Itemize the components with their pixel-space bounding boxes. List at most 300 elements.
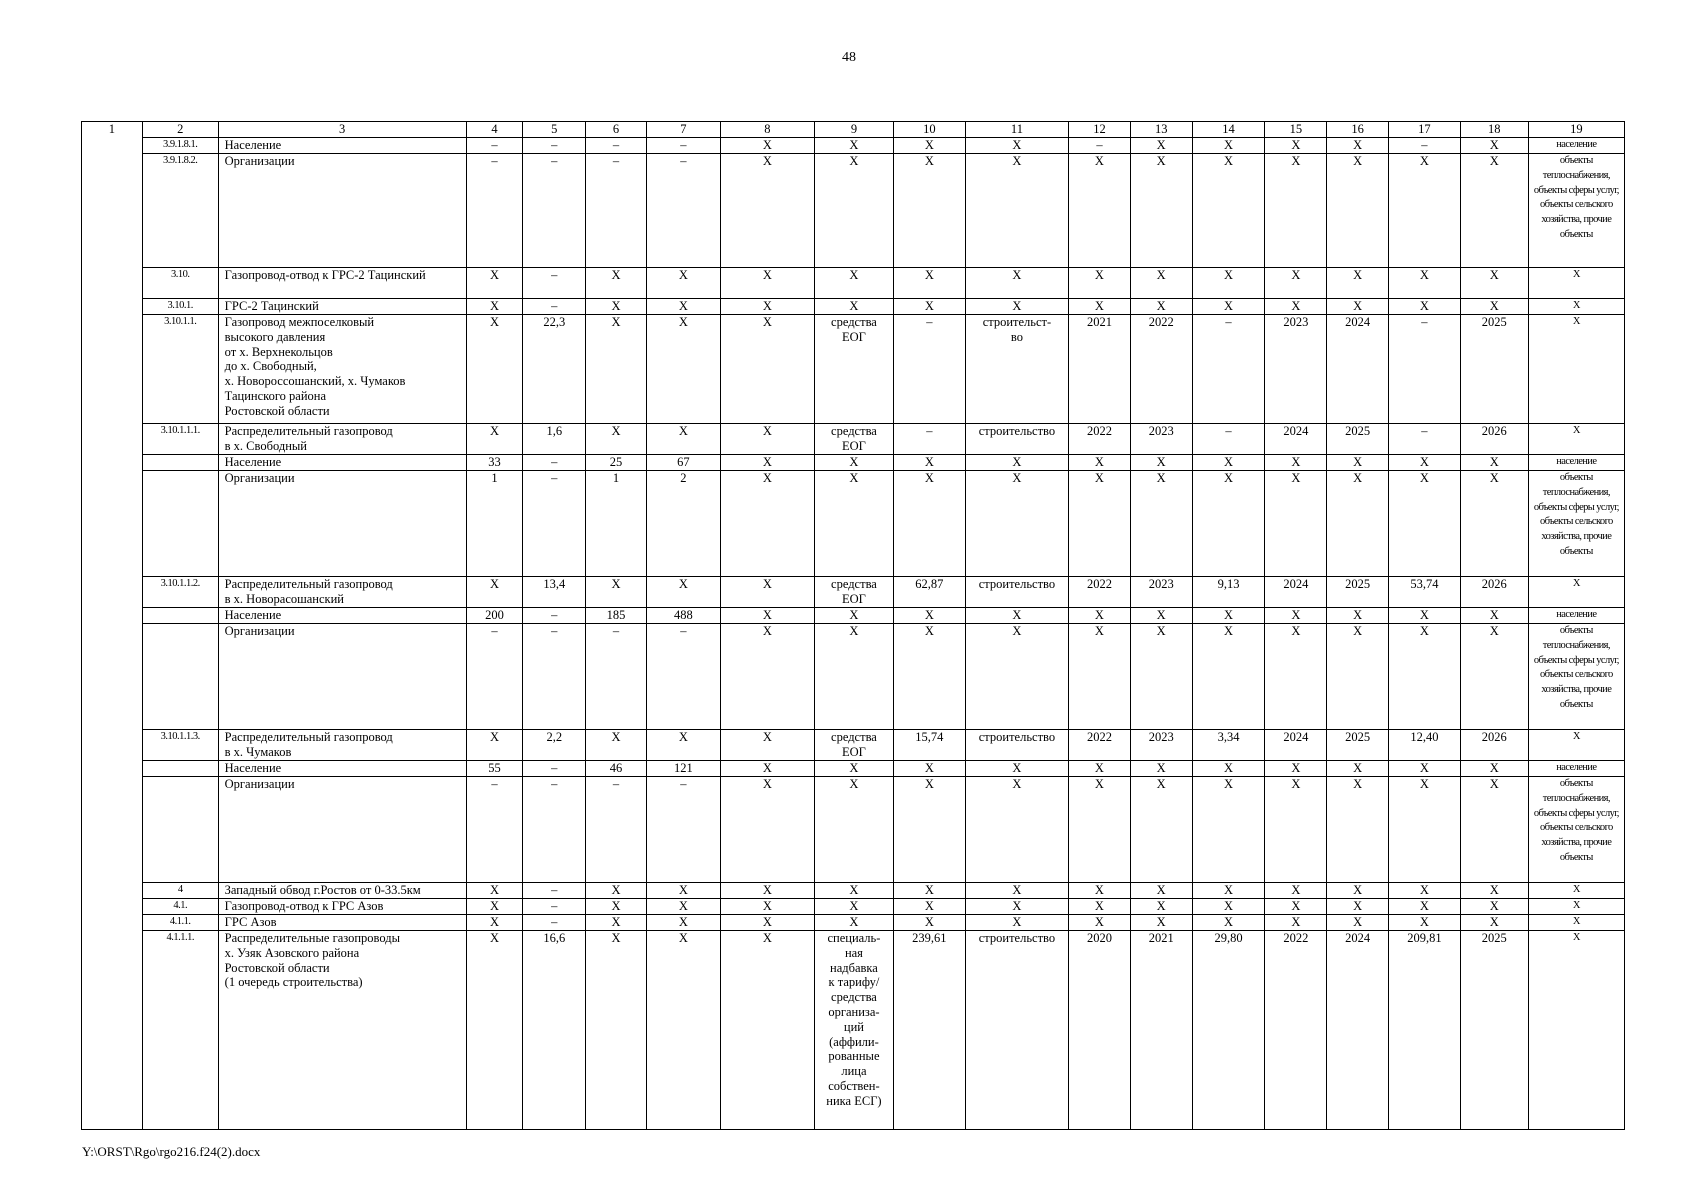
header-cell: 7 (646, 122, 720, 138)
table-cell (82, 915, 143, 931)
table-cell: 2020 (1069, 931, 1131, 1130)
table-cell: X (1327, 777, 1389, 883)
table-cell: X (814, 138, 893, 154)
table-cell: X (586, 730, 647, 761)
table-cell: X (466, 268, 523, 299)
table-cell: X (586, 315, 647, 424)
header-cell: 13 (1130, 122, 1192, 138)
table-cell: X (720, 299, 814, 315)
table-row (82, 455, 1625, 471)
header-cell: 4 (466, 122, 523, 138)
table-cell: X (1069, 899, 1131, 915)
table-cell: X (1388, 471, 1460, 577)
table-cell: X (1460, 915, 1528, 931)
item-name: Газопровод межпоселковый высокого давления от х. Верхнекольцов до х. Свободный, х. Новороссошанский, х. Чумаков Тацинского района Ростовской области (218, 315, 466, 424)
table-cell: 25 (586, 455, 647, 471)
table-cell: X (814, 777, 893, 883)
table-cell: X (720, 608, 814, 624)
header-cell: 2 (142, 122, 218, 138)
table-cell: 62,87 (893, 577, 965, 608)
item-code (142, 455, 218, 471)
table-row (82, 268, 1625, 299)
header-cell: 14 (1192, 122, 1265, 138)
table-cell: 2026 (1460, 730, 1528, 761)
table-cell: X (466, 883, 523, 899)
table-cell: X (1192, 471, 1265, 577)
table-cell: X (1069, 915, 1131, 931)
table-cell: объекты теплоснабжения, объекты сферы услуг, объекты сельского хозяйства, прочие объекты (1528, 154, 1624, 268)
table-cell: X (720, 883, 814, 899)
table-cell: 209,81 (1388, 931, 1460, 1130)
table-cell: 2022 (1069, 730, 1131, 761)
table-cell: 2021 (1130, 931, 1192, 1130)
header-cell: 19 (1528, 122, 1624, 138)
table-cell: X (586, 931, 647, 1130)
table-cell (82, 455, 143, 471)
table-cell: X (1192, 915, 1265, 931)
table-cell: X (1265, 138, 1327, 154)
table-cell: X (893, 268, 965, 299)
table-cell: строительство (965, 730, 1068, 761)
table-cell: X (1069, 624, 1131, 730)
table-cell: – (646, 777, 720, 883)
table-cell: X (646, 315, 720, 424)
table-row (82, 730, 1625, 761)
table-cell: X (646, 299, 720, 315)
table-cell: – (523, 471, 586, 577)
table-cell: X (1388, 154, 1460, 268)
table-cell: X (1327, 299, 1389, 315)
table-cell: X (466, 299, 523, 315)
table-cell: X (1528, 424, 1624, 455)
table-cell: X (1265, 154, 1327, 268)
table-cell: объекты теплоснабжения, объекты сферы услуг, объекты сельского хозяйства, прочие объекты (1528, 624, 1624, 730)
item-name: ГРС-2 Тацинский (218, 299, 466, 315)
table-cell: X (466, 577, 523, 608)
table-cell: X (720, 471, 814, 577)
table-cell: 2025 (1327, 424, 1389, 455)
table-cell: X (814, 268, 893, 299)
table-cell: X (893, 471, 965, 577)
table-cell: 2022 (1265, 931, 1327, 1130)
table-cell: строительство (965, 931, 1068, 1130)
item-name: Распределительные газопроводы х. Узяк Азовского района Ростовской области (1 очередь строительства) (218, 931, 466, 1130)
item-name: ГРС Азов (218, 915, 466, 931)
item-name: Газопровод-отвод к ГРС Азов (218, 899, 466, 915)
table-cell: X (965, 455, 1068, 471)
table-cell: X (1327, 624, 1389, 730)
table-cell: средства ЕОГ (814, 577, 893, 608)
table-cell: 22,3 (523, 315, 586, 424)
table-cell: X (646, 730, 720, 761)
table-cell: – (523, 299, 586, 315)
item-code (142, 471, 218, 577)
table-cell: – (523, 883, 586, 899)
table-cell: – (466, 138, 523, 154)
table-cell: население (1528, 761, 1624, 777)
table-cell: – (1388, 138, 1460, 154)
table-cell: X (1192, 299, 1265, 315)
table-cell: X (1265, 883, 1327, 899)
table-cell: население (1528, 455, 1624, 471)
table-cell: 2,2 (523, 730, 586, 761)
table-row (82, 138, 1625, 154)
table-cell: X (1069, 154, 1131, 268)
table-cell: 2024 (1265, 577, 1327, 608)
table-cell: X (1528, 883, 1624, 899)
table-cell: 2026 (1460, 424, 1528, 455)
table-cell: X (1069, 299, 1131, 315)
item-name: Организации (218, 777, 466, 883)
table-cell: X (1528, 315, 1624, 424)
table-cell: 2024 (1265, 730, 1327, 761)
table-cell: специаль- ная надбавка к тарифу/ средства организа- ций (аффили- рованные лица собствен- ника ЕСГ) (814, 931, 893, 1130)
table-cell: X (586, 915, 647, 931)
table-cell: X (1460, 761, 1528, 777)
table-cell: 2022 (1130, 315, 1192, 424)
table-cell: – (586, 777, 647, 883)
table-cell: X (1528, 915, 1624, 931)
table-cell: X (1130, 777, 1192, 883)
table-cell (82, 608, 143, 624)
table-cell: – (523, 777, 586, 883)
table-cell: X (1388, 777, 1460, 883)
table-cell: – (523, 138, 586, 154)
table-cell: X (646, 899, 720, 915)
table-cell: X (1192, 624, 1265, 730)
table-cell: X (965, 899, 1068, 915)
header-cell: 15 (1265, 122, 1327, 138)
table-cell: – (523, 624, 586, 730)
table-cell: X (1130, 915, 1192, 931)
table-cell: 2 (646, 471, 720, 577)
table-row (82, 777, 1625, 883)
table-cell: X (893, 777, 965, 883)
table-cell: 2023 (1265, 315, 1327, 424)
table-cell: 488 (646, 608, 720, 624)
table-cell: X (1265, 761, 1327, 777)
table-cell: X (1192, 761, 1265, 777)
table-cell (82, 424, 143, 455)
table-cell: X (1130, 883, 1192, 899)
table-cell: – (1192, 315, 1265, 424)
table-cell: 2026 (1460, 577, 1528, 608)
table-cell: 46 (586, 761, 647, 777)
table-cell: X (1460, 471, 1528, 577)
table-cell: X (466, 424, 523, 455)
table-cell: – (1388, 315, 1460, 424)
table-cell: 53,74 (1388, 577, 1460, 608)
header-cell: 10 (893, 122, 965, 138)
table-cell: X (720, 730, 814, 761)
item-name: Распределительный газопровод в х. Чумаков (218, 730, 466, 761)
table-cell: – (523, 608, 586, 624)
table-cell: X (1265, 777, 1327, 883)
table-cell: 55 (466, 761, 523, 777)
table-cell: X (1265, 268, 1327, 299)
table-cell: X (1069, 608, 1131, 624)
item-code: 4.1.1.1. (142, 931, 218, 1130)
item-code: 3.9.1.8.2. (142, 154, 218, 268)
table-row (82, 899, 1625, 915)
table-cell: X (1327, 154, 1389, 268)
table-cell (82, 154, 143, 268)
item-name: Западный обвод г.Ростов от 0-33.5км (218, 883, 466, 899)
table-cell (82, 138, 143, 154)
table-cell: X (1265, 915, 1327, 931)
table-cell: X (1265, 624, 1327, 730)
table-cell: X (965, 268, 1068, 299)
table-cell: 2024 (1327, 931, 1389, 1130)
table-cell: 2022 (1069, 424, 1131, 455)
table-cell: X (893, 455, 965, 471)
table-cell: объекты теплоснабжения, объекты сферы услуг, объекты сельского хозяйства, прочие объекты (1528, 777, 1624, 883)
table-cell: строительст- во (965, 315, 1068, 424)
table-cell: X (1327, 915, 1389, 931)
table-row (82, 424, 1625, 455)
table-cell: X (1069, 471, 1131, 577)
item-code: 3.10. (142, 268, 218, 299)
table-cell: средства ЕОГ (814, 315, 893, 424)
table-cell: X (720, 761, 814, 777)
table-cell: 9,13 (1192, 577, 1265, 608)
table-cell: X (1265, 455, 1327, 471)
item-code: 3.10.1.1.3. (142, 730, 218, 761)
item-code: 3.10.1. (142, 299, 218, 315)
item-name: Распределительный газопровод в х. Новорасошанский (218, 577, 466, 608)
table-cell: X (814, 154, 893, 268)
item-code: 3.9.1.8.1. (142, 138, 218, 154)
table-cell: 2024 (1265, 424, 1327, 455)
table-cell: X (1130, 154, 1192, 268)
table-cell: X (1460, 455, 1528, 471)
table-cell: объекты теплоснабжения, объекты сферы услуг, объекты сельского хозяйства, прочие объекты (1528, 471, 1624, 577)
table-cell: X (1192, 608, 1265, 624)
table-cell: X (1388, 899, 1460, 915)
table-cell: – (1069, 138, 1131, 154)
table-cell: 1 (586, 471, 647, 577)
table-cell: 12,40 (1388, 730, 1460, 761)
table-cell: X (1460, 608, 1528, 624)
table-cell: средства ЕОГ (814, 424, 893, 455)
table-cell: X (646, 931, 720, 1130)
table-cell: X (965, 883, 1068, 899)
header-cell: 6 (586, 122, 647, 138)
item-code: 4 (142, 883, 218, 899)
header-cell: 16 (1327, 122, 1389, 138)
table-row (82, 608, 1625, 624)
table-cell: X (1130, 608, 1192, 624)
table-cell: X (1528, 268, 1624, 299)
table-cell: средства ЕОГ (814, 730, 893, 761)
table-cell: X (1130, 138, 1192, 154)
table-cell: 185 (586, 608, 647, 624)
header-cell: 5 (523, 122, 586, 138)
page-number: 48 (842, 50, 856, 65)
table-cell: X (1388, 608, 1460, 624)
header-cell: 8 (720, 122, 814, 138)
table-cell: 29,80 (1192, 931, 1265, 1130)
table-cell (82, 624, 143, 730)
table-cell: X (814, 899, 893, 915)
table-cell: X (1130, 899, 1192, 915)
table-cell: X (1069, 883, 1131, 899)
table-cell: X (586, 268, 647, 299)
item-code: 3.10.1.1.2. (142, 577, 218, 608)
table-cell: X (1327, 761, 1389, 777)
table-cell: X (1528, 730, 1624, 761)
table-cell: X (1388, 624, 1460, 730)
table-cell: X (1528, 577, 1624, 608)
table-cell: – (523, 154, 586, 268)
table-cell: X (1130, 761, 1192, 777)
item-code (142, 624, 218, 730)
table-cell: X (1265, 899, 1327, 915)
table-cell: X (1528, 899, 1624, 915)
table-cell: X (1327, 268, 1389, 299)
table-cell: X (1069, 777, 1131, 883)
item-name: Население (218, 455, 466, 471)
table-cell: X (1265, 299, 1327, 315)
table-cell: X (1388, 455, 1460, 471)
header-cell: 3 (218, 122, 466, 138)
table-row (82, 154, 1625, 268)
table-cell: X (1265, 608, 1327, 624)
table-cell: X (814, 608, 893, 624)
table-cell: – (523, 915, 586, 931)
table-cell: X (646, 915, 720, 931)
table-cell: население (1528, 608, 1624, 624)
table-cell: X (1192, 154, 1265, 268)
table-cell: X (720, 624, 814, 730)
file-path-footer: Y:\ORST\Rgo\rgo216.f24(2).docx (82, 1144, 261, 1159)
table-cell: X (814, 915, 893, 931)
table-cell: X (720, 899, 814, 915)
table-cell: X (646, 424, 720, 455)
header-cell: 18 (1460, 122, 1528, 138)
table-cell: – (466, 624, 523, 730)
table-cell: X (1327, 608, 1389, 624)
table-cell: X (1130, 268, 1192, 299)
table-row (82, 624, 1625, 730)
table-cell (82, 268, 143, 299)
investment-table (81, 121, 1625, 1130)
table-cell: 1,6 (523, 424, 586, 455)
table-cell: 67 (646, 455, 720, 471)
table-cell: X (720, 154, 814, 268)
table-cell: 16,6 (523, 931, 586, 1130)
table-cell: X (814, 299, 893, 315)
table-cell: X (1327, 138, 1389, 154)
table-cell: 2023 (1130, 577, 1192, 608)
table-cell: X (720, 268, 814, 299)
table-cell: X (893, 883, 965, 899)
table-cell: – (523, 761, 586, 777)
table-cell: X (893, 761, 965, 777)
table-cell: X (893, 154, 965, 268)
table-cell: X (586, 899, 647, 915)
table-cell: X (1460, 299, 1528, 315)
table-cell: X (893, 608, 965, 624)
table-cell: – (523, 899, 586, 915)
table-cell: X (720, 915, 814, 931)
table-cell: 121 (646, 761, 720, 777)
table-cell: X (1069, 455, 1131, 471)
table-cell: – (646, 138, 720, 154)
table-cell (82, 730, 143, 761)
table-cell: X (965, 761, 1068, 777)
table-cell: 1 (466, 471, 523, 577)
table-cell: X (1192, 899, 1265, 915)
item-name: Население (218, 138, 466, 154)
table-cell: X (1130, 624, 1192, 730)
table-cell: X (720, 424, 814, 455)
table-cell: X (1192, 138, 1265, 154)
table-cell: X (1388, 761, 1460, 777)
table-cell: 2023 (1130, 730, 1192, 761)
table-cell: 3,34 (1192, 730, 1265, 761)
table-cell: X (1130, 299, 1192, 315)
table-cell: X (1460, 138, 1528, 154)
table-row (82, 761, 1625, 777)
table-cell: X (1192, 455, 1265, 471)
table-cell: X (965, 138, 1068, 154)
table-cell (82, 577, 143, 608)
table-cell (82, 315, 143, 424)
table-cell: X (893, 624, 965, 730)
table-cell: X (1192, 268, 1265, 299)
item-code: 3.10.1.1.1. (142, 424, 218, 455)
table-cell: X (1460, 777, 1528, 883)
table-cell: X (720, 931, 814, 1130)
table-cell (82, 931, 143, 1130)
item-name: Население (218, 761, 466, 777)
table-cell: X (1192, 777, 1265, 883)
table-cell: X (1460, 268, 1528, 299)
item-code: 4.1.1. (142, 915, 218, 931)
table-cell: 13,4 (523, 577, 586, 608)
table-cell: 2025 (1327, 730, 1389, 761)
table-cell: X (1130, 455, 1192, 471)
table-cell: X (965, 154, 1068, 268)
table-cell: X (586, 577, 647, 608)
table-cell: – (893, 424, 965, 455)
table-cell: X (1327, 471, 1389, 577)
table-cell (82, 777, 143, 883)
table-cell: X (814, 883, 893, 899)
table-cell: X (814, 471, 893, 577)
table-row (82, 577, 1625, 608)
table-cell: 15,74 (893, 730, 965, 761)
table-cell: – (586, 154, 647, 268)
table-row (82, 883, 1625, 899)
table-cell: X (965, 299, 1068, 315)
table-cell: X (1327, 883, 1389, 899)
header-cell: 1 (82, 122, 143, 138)
table-cell: X (1388, 299, 1460, 315)
item-name: Население (218, 608, 466, 624)
table-cell: X (1528, 931, 1624, 1130)
item-code: 4.1. (142, 899, 218, 915)
item-name: Распределительный газопровод в х. Свободный (218, 424, 466, 455)
table-cell: – (646, 154, 720, 268)
table-cell: X (1327, 899, 1389, 915)
table-cell: X (720, 455, 814, 471)
table-cell: X (720, 315, 814, 424)
table-cell: – (646, 624, 720, 730)
table-cell: – (523, 455, 586, 471)
table-cell: X (466, 915, 523, 931)
